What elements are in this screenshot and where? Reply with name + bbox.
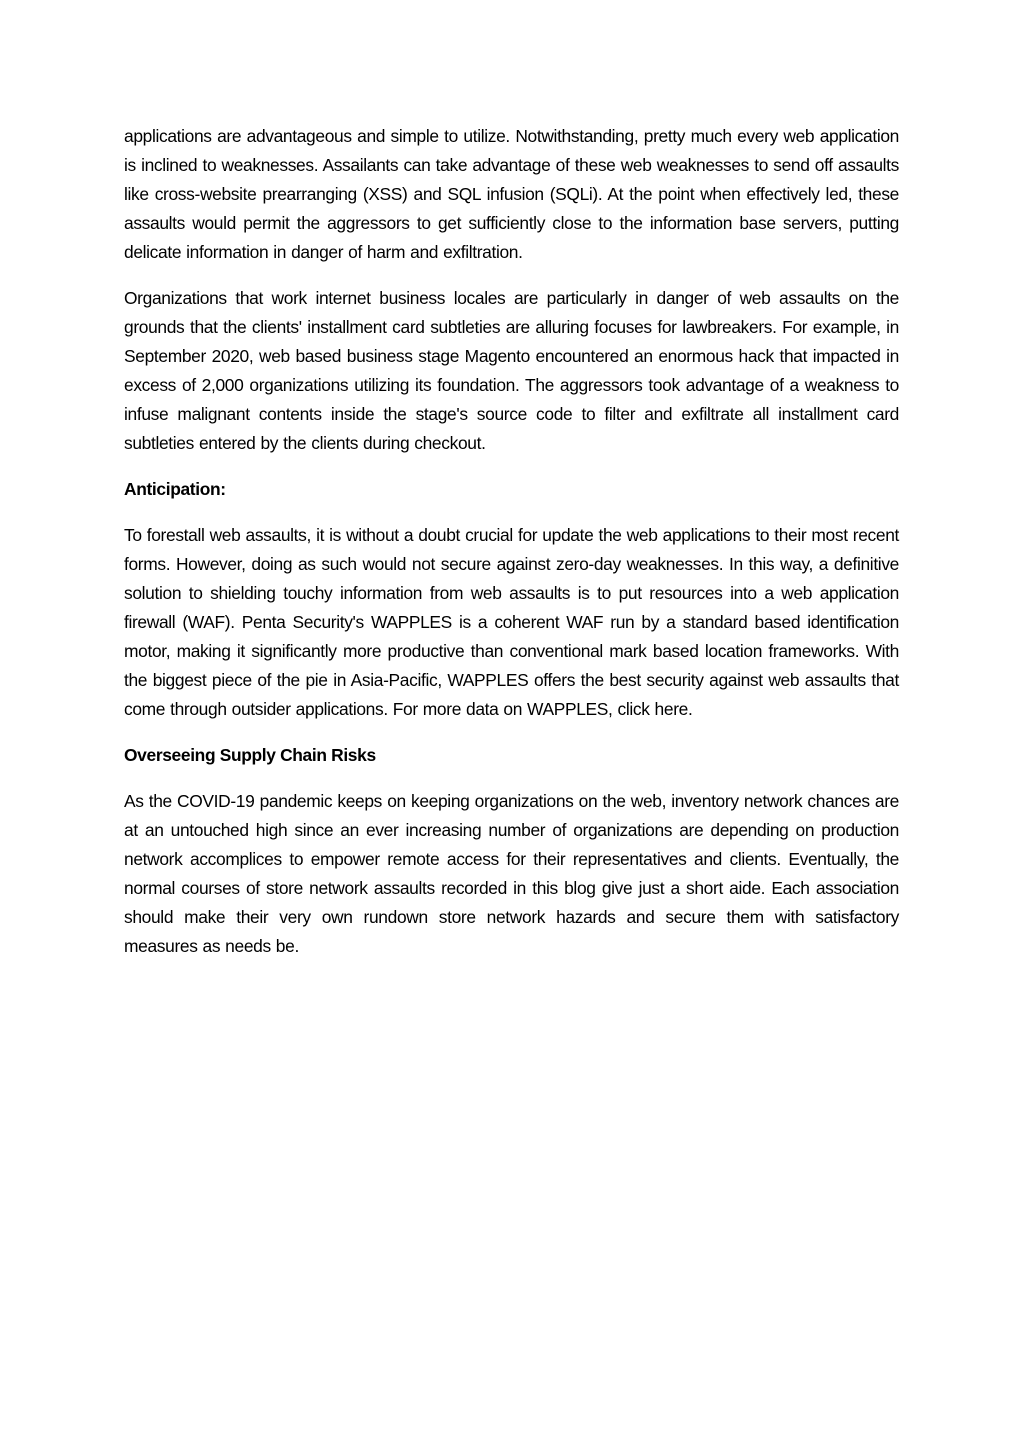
heading-supply-chain-risks: Overseeing Supply Chain Risks (124, 745, 376, 765)
document-body (124, 122, 899, 978)
paragraph-web-app-weaknesses: applications are advantageous and simple to utilize. Notwithstanding, pretty much every web application is inclined to weaknesses. Assailants can take advantage of these web weaknesses to send off assaults like cross-website prearranging (XSS) and SQL infusion (SQLi). At the point when effectively led, these assaults would permit the aggressors to get sufficiently close to the information base servers, putting delicate information in danger of harm and exfiltration. (124, 126, 899, 262)
paragraph-waf-prevention: To forestall web assaults, it is without a doubt crucial for update the web applications to their most recent forms. However, doing as such would not secure against zero-day weaknesses. In this way, a definitive solution to shielding touchy information from web assaults is to put resources into a web application firewall (WAF). Penta Security's WAPPLES is a coherent WAF run by a standard based identification motor, making it significantly more productive than conventional mark based location frameworks. With the biggest piece of the pie in Asia-Pacific, WAPPLES offers the best security against web assaults that come through outsider applications. For more data on WAPPLES, click here. (124, 525, 899, 719)
paragraph-magento-hack: Organizations that work internet business locales are particularly in danger of web assaults on the grounds that the clients' installment card subtleties are alluring focuses for lawbreakers. For example, in September 2020, web based business stage Magento encountered an enormous hack that impacted in excess of 2,000 organizations utilizing its foundation. The aggressors took advantage of a weakness to infuse malignant contents inside the stage's source code to filter and exfiltrate all installment card subtleties entered by the clients during checkout. (124, 288, 899, 453)
paragraph-supply-chain: As the COVID-19 pandemic keeps on keeping organizations on the web, inventory network chances are at an untouched high since an ever increasing number of organizations are depending on production network accomplices to empower remote access for their representatives and clients. Eventually, the normal courses of store network assaults recorded in this blog give just a short aide. Each association should make their very own rundown store network hazards and secure them with satisfactory measures as needs be. (124, 791, 899, 956)
heading-anticipation: Anticipation: (124, 479, 226, 499)
